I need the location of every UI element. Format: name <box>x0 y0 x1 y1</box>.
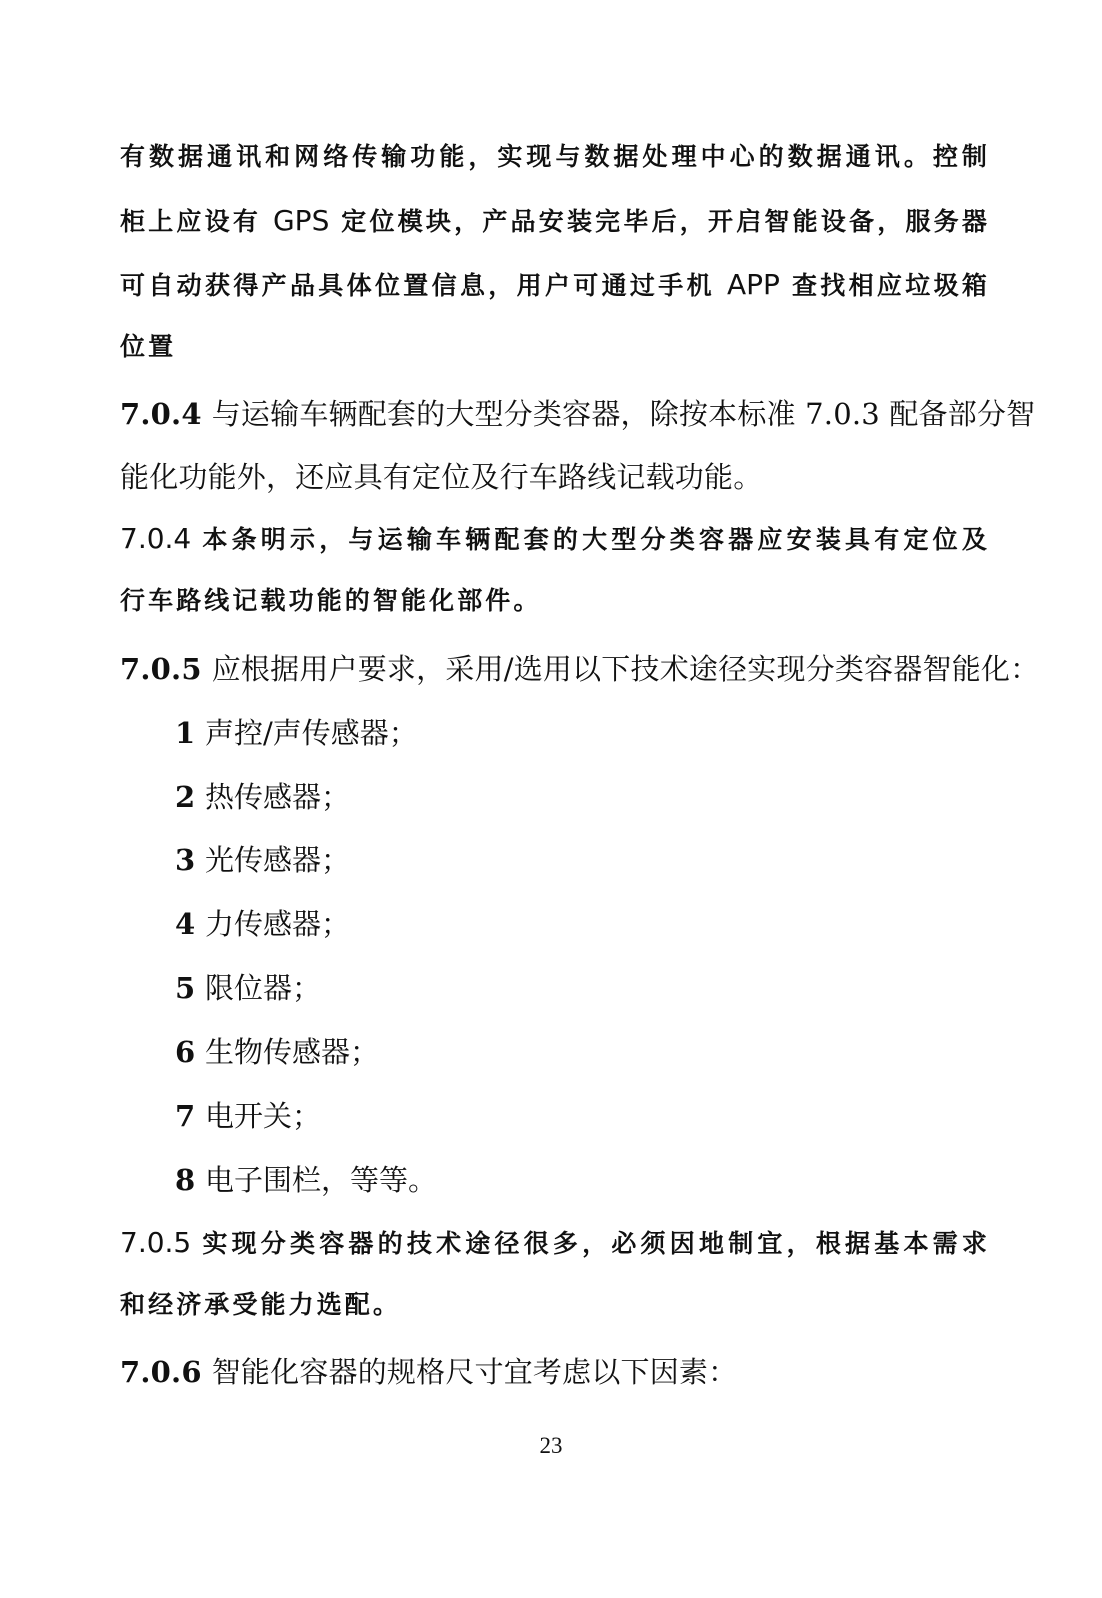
clause-7-0-4: 7.0.4 与运输车辆配套的大型分类容器，除按本标准 7.0.3 配备部分智 <box>120 397 1036 431</box>
list-item: 4 力传感器； <box>175 907 351 941</box>
list-item: 7 电开关； <box>175 1099 322 1133</box>
commentary-text-line: 可自动获得产品具体位置信息，用户可通过手机 APP 查找相应垃圾箱 <box>120 268 991 301</box>
commentary-text-line: 和经济承受能力选配。 <box>120 1290 402 1319</box>
commentary-7-0-5: 7.0.5 实现分类容器的技术途径很多，必须因地制宜，根据基本需求 <box>120 1226 990 1259</box>
clause-number: 7.0.5 <box>120 652 202 686</box>
commentary-text-line: 柜上应设有 GPS 定位模块，产品安装完毕后，开启智能设备，服务器 <box>120 204 990 237</box>
clause-7-0-5: 7.0.5 应根据用户要求，采用/选用以下技术途径实现分类容器智能化： <box>120 652 1040 686</box>
commentary-text-line: 有数据通讯和网络传输功能，实现与数据处理中心的数据通讯。控制 <box>120 142 990 171</box>
list-item: 2 热传感器； <box>175 780 351 814</box>
list-item: 5 限位器； <box>175 971 322 1005</box>
clause-number: 7.0.4 <box>120 397 202 431</box>
list-item: 6 生物传感器； <box>175 1035 380 1069</box>
clause-7-0-6: 7.0.6 智能化容器的规格尺寸宜考虑以下因素： <box>120 1355 738 1389</box>
list-item: 3 光传感器； <box>175 843 351 877</box>
page-number: 23 <box>539 1433 563 1458</box>
commentary-number: 7.0.5 <box>120 1226 192 1259</box>
commentary-text-line: 行车路线记载功能的智能化部件。 <box>120 586 542 615</box>
clause-text-line: 能化功能外，还应具有定位及行车路线记载功能。 <box>120 460 763 494</box>
commentary-number: 7.0.4 <box>120 522 192 555</box>
list-item: 8 电子围栏，等等。 <box>175 1163 438 1197</box>
commentary-text-line: 位置 <box>120 332 177 361</box>
commentary-7-0-4: 7.0.4 本条明示，与运输车辆配套的大型分类容器应安装具有定位及 <box>120 522 990 555</box>
list-item: 1 声控/声传感器； <box>175 716 418 750</box>
clause-number: 7.0.6 <box>120 1355 202 1389</box>
